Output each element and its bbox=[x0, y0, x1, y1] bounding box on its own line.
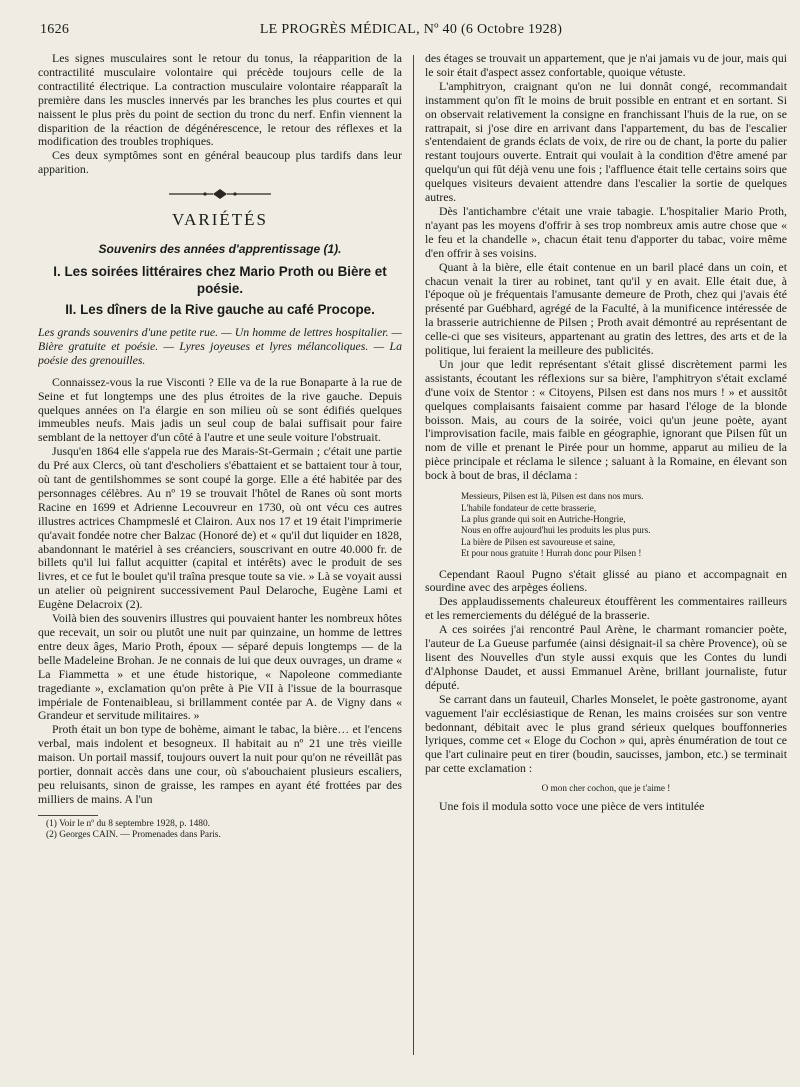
paragraph-visconti: Connaissez-vous la rue Visconti ? Elle va de la rue Bonaparte à la rue de Seine et fut longtemps une des plus étroites de la rive gauche. Depuis quelques années on l'a élargie en son milieu où se sont édifiés quelques immeubles neufs. Mais jadis un seul coup de balai suffisait pour faire semblant de la nettoyer d'un côté à l'autre et une seule voiture l'obstruait. bbox=[38, 374, 402, 445]
paragraph-signes: Les signes musculaires sont le retour du tonus, la réapparition de la contractilité musculaire volontaire qui précède toujours celle de la contractilité électrique. La contraction musculaire volontaire réapparaît la première dans les muscles innervés par les branches les plus courtes et qui naissent le plus près du point de section du tronc du nerf. Enfin viennent la disparition de la réaction de dégénérescence, le retour des réflexes et la modification des troubles trophiques. bbox=[38, 52, 402, 149]
right-column bbox=[425, 52, 787, 1072]
paragraph-pugno: Cependant Raoul Pugno s'était glissé au piano et accompagnait en sourdine avec des arpèges éoliens. bbox=[425, 566, 787, 595]
poem-line: La plus grande qui soit en Autriche-Hongrie, bbox=[461, 513, 626, 524]
poem-line: L'habile fondateur de cette brasserie, bbox=[461, 502, 597, 513]
paragraph-final: Une fois il modula sotto voce une pièce de vers intitulée bbox=[439, 799, 705, 814]
footnotes bbox=[38, 819, 402, 841]
poem-line: La bière de Pilsen est savoureuse et saine, bbox=[461, 536, 616, 547]
page-number: 1626 bbox=[40, 22, 70, 37]
left-column bbox=[38, 52, 402, 1072]
article-part-1-title: I. Les soirées littéraires chez Mario Proth ou Bière et poésie. bbox=[53, 263, 387, 296]
footnote-2: (2) Georges CAIN. — Promenades dans Paris. bbox=[46, 829, 221, 840]
paragraph-applaudissements: Des applaudissements chaleureux étouffèrent les commentaires railleurs et les remerciements du délégué de la brasserie. bbox=[425, 594, 787, 623]
journal-title: LE PROGRÈS MÉDICAL, Nº 40 (6 Octobre 1928) bbox=[259, 22, 563, 37]
article-summary: Les grands souvenirs d'une petite rue. — Un homme de lettres hospitalier. — Bière gratuite et poésie. — Lyres joyeuses et lyres mélancoliques. — La poésie des grenouilles. bbox=[38, 324, 402, 367]
poem bbox=[461, 491, 787, 559]
running-header bbox=[40, 8, 782, 40]
paragraph-voila: Voilà bien des souvenirs illustres qui pouvaient hanter les nombreux hôtes que recevait, un soir ou plutôt une nuit par quinzaine, un homme de lettres entre deux âges, Mario Proth, époux — séparé depuis longtemps — de la belle Madeleine Brohan. Je ne connais de lui que deux ouvrages, un drame « La Fiammetta » et une étude historique, « Napoleone commediante tragediante », exclamation qu'on prête à Pie VII à l'issue de la bourrasque impériale de Fontenaibleau, si brillamment contée par A. de Vigny dans « Grandeur et servitude militaires. » bbox=[38, 611, 402, 723]
exclamation-line: O mon cher cochon, que je t'aime ! bbox=[541, 783, 671, 794]
paragraph-biere: Quant à la bière, elle était contenue en un baril placé dans un coin, et chacun venait la tirer au robinet, tant qu'il y en avait. Elle était due, à l'époque où je fréquentais l'amusante demeure de Proth, chez qui j'avais été présenté par Guébhard, agrégé de la Faculté, à la munificence intéressée de la brasserie autrichienne de Pilsen ; Proth avait démontré au représentant de celle-ci que ses visiteurs, appartenant au gratin des lettres, des arts et de la politique, lui feraient la meilleure des publicités. bbox=[425, 259, 787, 358]
poem-line: Messieurs, Pilsen est là, Pilsen est dans nos murs. bbox=[461, 491, 644, 502]
poem-line: Et pour nous gratuite ! Hurrah donc pour Pilsen ! bbox=[461, 548, 642, 559]
article-part-2-title: II. Les dîners de la Rive gauche au café Procope. bbox=[65, 301, 375, 317]
footnote-rule bbox=[38, 815, 98, 816]
section-title: VARIÉTÉS bbox=[172, 210, 268, 230]
paragraph-un-jour: Un jour que ledit représentant s'était glissé discrètement parmi les assistants, écoutant les réflexions sur sa bière, l'amphitryon s'était exclamé d'une voix de Stentor : « Citoyens, Pilsen est dans nos murs ! » et aussitôt quelques complaisants faisaient comme par hasard l'éloge de la blonde boisson. Mais, au cours de la soirée, voici qu'un jeune poète, ayant l'improvisation facile, mais faible en géographie, ignorant que Pilsen fût un nom de ville et prenant le Pirée pour un homme, apparut au milieu de la pièce principale et réclama le silence ; saluant à la Romaine, en élevant son bock à bout de bras, il déclama : bbox=[425, 356, 787, 483]
ornament-divider bbox=[38, 187, 402, 201]
footnote-1: (1) Voir le nº du 8 septembre 1928, p. 1480. bbox=[46, 818, 210, 829]
paragraph-antichambre: Dès l'antichambre c'était une vraie tabagie. L'hospitalier Mario Proth, n'ayant pas les moyens d'offrir à ses trop nombreux amis autre chose que « le feu et la chandelle », chacun était tenu d'apporter du tabac, voire même d'en offrir à ses voisins. bbox=[425, 203, 787, 260]
paragraph-amphitryon: L'amphitryon, craignant qu'on ne lui donnât congé, recommandait instamment qu'on fît le moins de bruit possible en entrant et en sortant. Si on observait relativement la consigne en franchissant l'huis de la rue, on se rattrapait, si j'ose dire en arrivant dans l'appartement, du bas de l'escalier s'entendaient de grands éclats de voix, de rire ou de chant, la porte du palier restant toujours ouverte. Entrait qui voulait à la condition d'être amené par quelqu'un qui fût déjà venu une fois ; l'affluence était telle certains soirs que quelques visiteurs devaient attendre dans l'escalier la sortie de quelques autres. bbox=[425, 78, 787, 205]
paragraph-etages: des étages se trouvait un appartement, que je n'ai jamais vu de jour, mais qui le soir était d'aspect assez confortable, quoique vétuste. bbox=[425, 52, 787, 79]
poem-line: Nous en offre aujourd'hui les produits les plus purs. bbox=[461, 525, 651, 536]
paragraph-deux-symptomes: Ces deux symptômes sont en général beaucoup plus tardifs dans leur apparition. bbox=[38, 148, 402, 177]
paragraph-arene: A ces soirées j'ai rencontré Paul Arène, le charmant romancier poète, l'auteur de La Gueuse parfumée (ainsi désignait-il sa chère Provence), où se lisent des Nouvelles d'un style aussi exquis que les Contes du lundi d'Alphonse Daudet, et aussi Emmanuel Arène, brillant journaliste, futur député. bbox=[425, 622, 787, 692]
column-divider bbox=[413, 55, 414, 1055]
paragraph-proth: Proth était un bon type de bohème, aimant le tabac, la bière… et l'encens verbal, mais indolent et besogneux. Il habitait au nº 21 une très vieille maison. Un portail massif, toujours ouvert la nuit pour qu'on ne réveillât pas portier, donnait accès dans une cour, où s'abouchaient plusieurs escaliers, peu reluisants, sinon de graisse, les rampes en ayant été frottées par des milliers de mains. A l'un bbox=[38, 722, 402, 806]
paragraph-1864: Jusqu'en 1864 elle s'appela rue des Marais-St-Germain ; c'était une partie du Pré aux Clercs, où tant d'escholiers s'ébattaient et se battaient tour à tour, où tant de gentilshommes se sont coupé la gorge. Elle a été habitée par des personnages célèbres. Au nº 19 se trouvait l'hôtel de Ranes où sont morts Racine en 1699 et Adrienne Lecouvreur en 1730, où ont vécu ces autres illustres actrices Champmeslé et Clairon. Aux nos 17 et 19 était l'imprimerie qu'avait fondée notre cher Balzac (Honoré de) et « qu'il dut liquider en 1828, abandonnant le matériel à ses créanciers, souscrivant en outre 40.000 fr. de billets qu'il lui fallut acquitter (capital et intérêts) avec le produit de ses livres, et ce fut le boulet qu'il traîna presque toute sa vie. » Là se voyait aussi un atelier où peignirent successivement Paul Delaroche, Eugène Lami et Eugène Delacroix (2). bbox=[38, 444, 402, 612]
ornament-divider-icon bbox=[165, 187, 275, 201]
paragraph-monselet: Se carrant dans un fauteuil, Charles Monselet, le poète gastronome, ayant vaguement l'air ecclésiastique de Renan, les mains croisées sur son ventre bedonnant, débitait avec le plus grand sérieux quelques bouffonneries lyriques, comme cet « Eloge du Cochon » qui, après énumération de tout ce que l'art culinaire peut en tirer (boudin, saucisses, jambon, etc.) se terminait par cette exclamation : bbox=[425, 691, 787, 776]
article-series-title: Souvenirs des années d'apprentissage (1). bbox=[98, 242, 342, 257]
